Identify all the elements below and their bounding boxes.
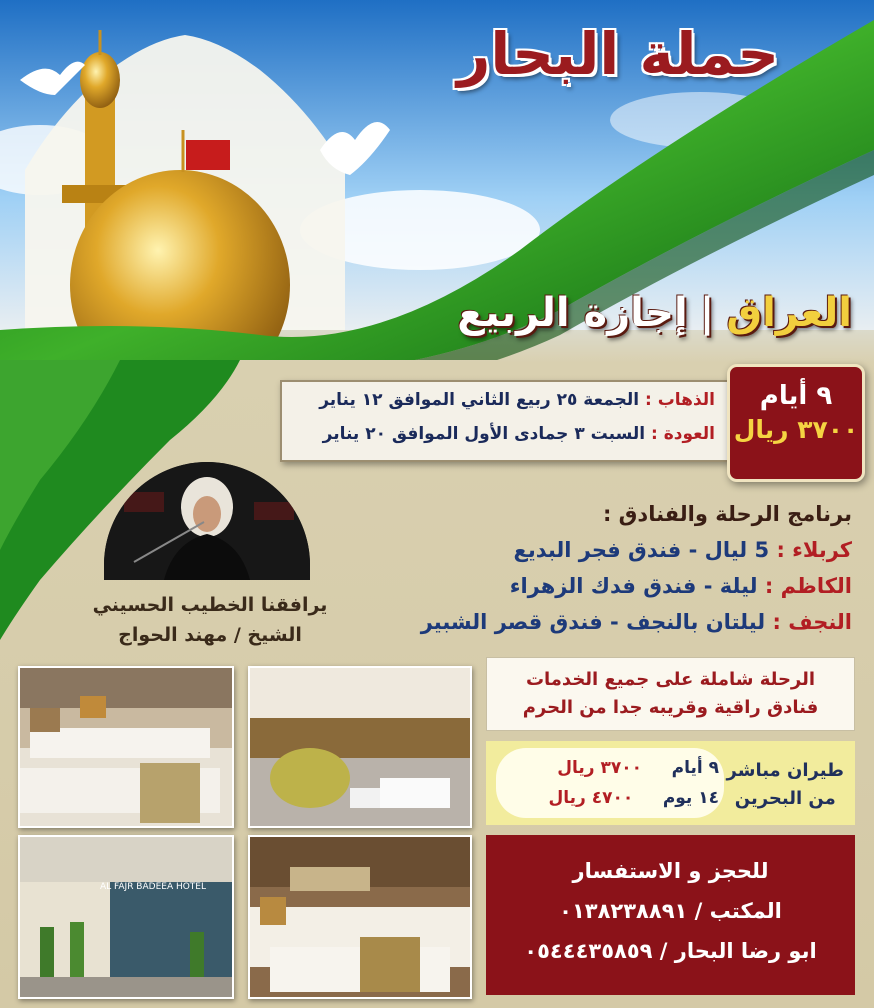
program-city: كربلاء : <box>776 538 852 562</box>
hotel-dining-photo <box>248 666 472 828</box>
program-item <box>392 604 852 640</box>
hotel-room-photo <box>18 666 234 828</box>
package-price: ٣٧٠٠ ريال <box>557 758 643 778</box>
office-contact <box>486 899 855 923</box>
subtitle-occasion: إجازة الربيع <box>457 290 688 336</box>
contact-title: للحجز و الاستفسار <box>572 859 769 883</box>
person-label: ابو رضا البحار / <box>659 939 817 963</box>
departure-label: الذهاب : <box>644 390 715 410</box>
flight-package-row <box>548 788 719 808</box>
package-price: ٤٧٠٠ ريال <box>548 788 634 808</box>
trip-subtitle <box>457 290 852 336</box>
departure-row <box>319 390 715 410</box>
package-duration: ١٤ يوم <box>662 788 719 808</box>
program-detail: ليلتان بالنجف - فندق قصر الشبير <box>420 610 766 634</box>
services-box <box>486 657 855 731</box>
program-section <box>392 496 852 640</box>
flight-label <box>727 757 844 813</box>
return-row <box>323 424 715 444</box>
price-badge <box>727 364 865 482</box>
person-contact <box>486 939 855 963</box>
return-text: السبت ٣ جمادى الأول الموافق ٢٠ يناير <box>322 424 646 444</box>
speaker-caption-line1: يرافقنا الخطيب الحسيني <box>92 594 328 616</box>
hotel-sign-text: AL FAJR BADEEA HOTEL <box>100 882 207 892</box>
package-duration: ٩ أيام <box>671 758 719 778</box>
program-city: النجف : <box>772 610 852 634</box>
hotel-exterior-photo <box>18 835 234 999</box>
flight-label-line2: من البحرين <box>734 788 836 809</box>
flight-label-line1: طيران مباشر <box>726 760 844 781</box>
program-item <box>392 532 852 568</box>
program-item <box>392 568 852 604</box>
office-number[interactable]: ٠١٣٨٢٣٨٨٩١ <box>559 899 688 923</box>
campaign-title: حملة البحار <box>456 20 779 88</box>
subtitle-place: العراق <box>726 290 852 336</box>
person-number[interactable]: ٠٥٤٤٤٣٥٨٥٩ <box>524 939 653 963</box>
badge-days: ٩ أيام <box>759 381 833 411</box>
badge-price: ٣٧٠٠ ريال <box>733 415 859 444</box>
contact-box <box>486 835 855 995</box>
services-line1: الرحلة شاملة على جميع الخدمات <box>525 669 816 690</box>
trip-dates-box <box>280 380 729 462</box>
program-heading: برنامج الرحلة والفنادق : <box>602 502 852 526</box>
subtitle-separator: | <box>699 290 715 336</box>
return-label: العودة : <box>651 424 715 444</box>
services-line2: فنادق راقية وقريبه جدا من الحرم <box>522 697 819 718</box>
departure-text: الجمعة ٢٥ ربيع الثاني الموافق ١٢ يناير <box>319 390 640 410</box>
speaker-caption-line2: الشيخ / مهند الحواج <box>118 624 302 646</box>
hotel-room-photo <box>248 835 472 999</box>
office-label: المكتب / <box>694 899 782 923</box>
flight-package-row <box>557 758 719 778</box>
program-city: الكاظم : <box>764 574 852 598</box>
program-detail: 5 ليال - فندق فجر البديع <box>513 538 770 562</box>
program-detail: ليلة - فندق فدك الزهراء <box>509 574 758 598</box>
